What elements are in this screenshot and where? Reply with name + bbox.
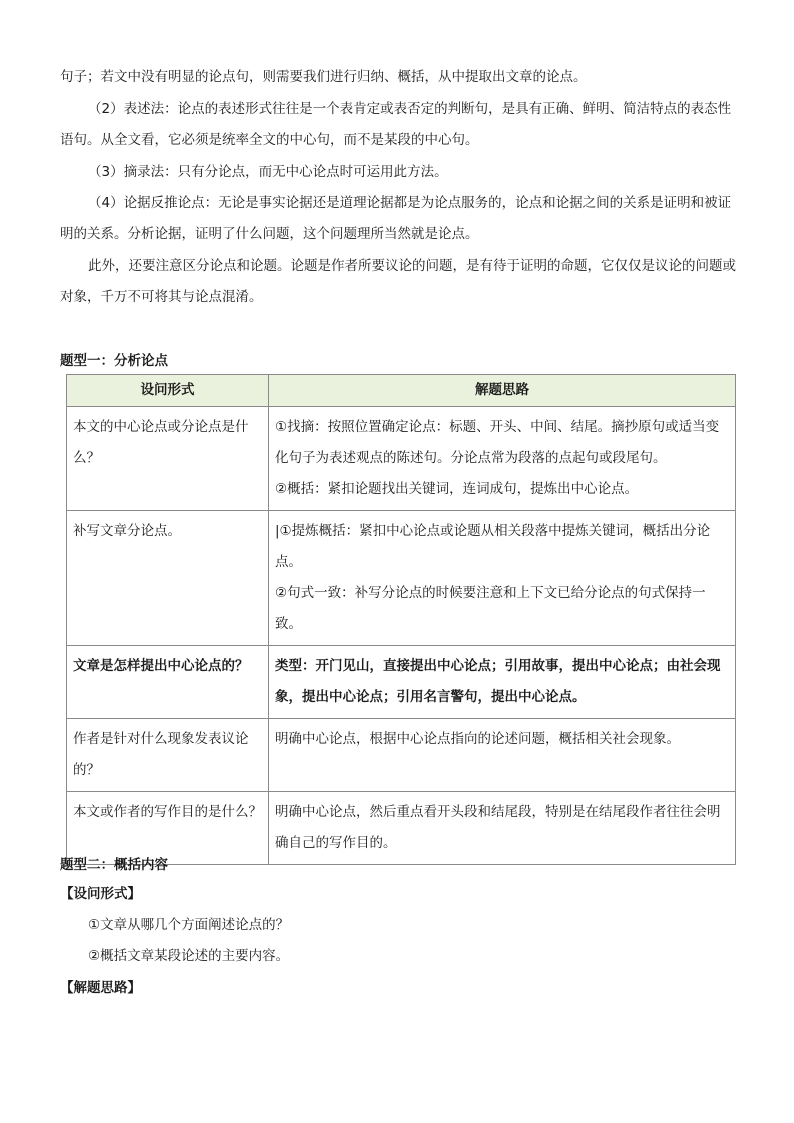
section-title-1: 题型一：分析论点 (60, 353, 168, 369)
list-item: ②概括文章某段论述的主要内容。 (88, 948, 290, 964)
table-cell-approach (269, 511, 736, 646)
table-cell-question: 补写文章分论点。 (67, 511, 269, 646)
approach-line: ①找摘：按照位置确定论点：标题、开头、中间、结尾。摘抄原句或适当变化句子为表述观点的陈述句。分论点常为段落的点起句或段尾句。 (275, 419, 720, 466)
table-row (67, 719, 736, 792)
table-cell-approach (269, 646, 736, 719)
approach-line: 明确中心论点，根据中心论点指向的论述问题，概括相关社会现象。 (275, 731, 680, 747)
table-cell-question: 本文的中心论点或分论点是什么？ (67, 407, 269, 511)
list-item: ①文章从哪几个方面阐述论点的？ (88, 917, 290, 933)
approach-line: ②句式一致：补写分论点的时候要注意和上下文已给分论点的句式保持一致。 (275, 585, 706, 632)
section-title-2: 题型二：概括内容 (60, 857, 168, 873)
paragraph-method-2: （2）表述法：论点的表述形式往往是一个表肯定或表否定的判断句，是具有正确、鲜明、简洁特点的表态性语句。从全文看，它必须是统率全文的中心句，而不是某段的中心句。 (60, 101, 732, 148)
approach-line: |①提炼概括：紧扣中心论点或论题从相关段落中提炼关键词，概括出分论点。 (275, 523, 711, 570)
question-type-table (66, 374, 736, 865)
approach-label: 【解题思路】 (60, 980, 141, 996)
table-row (67, 407, 736, 511)
paragraph-note: 此外，还要注意区分论点和论题。论题是作者所要议论的问题，是有待于证明的命题，它仅仅是议论的问题或对象，千万不可将其与论点混淆。 (60, 258, 736, 305)
approach-line: 类型：开门见山，直接提出中心论点；引用故事，提出中心论点；由社会现象，提出中心论点；引用名言警句，提出中心论点。 (275, 658, 721, 705)
table-row (67, 511, 736, 646)
table-cell-question: 作者是针对什么现象发表议论的？ (67, 719, 269, 792)
paragraph-method-intro-end: 句子；若文中没有明显的论点句，则需要我们进行归纳、概括，从中提取出文章的论点。 (60, 69, 587, 85)
question-form-label: 【设问形式】 (60, 886, 141, 902)
table-cell-approach (269, 719, 736, 792)
table-header-row (67, 375, 736, 407)
table-cell-approach (269, 407, 736, 511)
paragraph-method-3: （3）摘录法：只有分论点，而无中心论点时可运用此方法。 (88, 164, 448, 180)
paragraph-method-4: （4）论据反推论点：无论是事实论据还是道理论据都是为论点服务的，论点和论据之间的关系是证明和被证明的关系。分析论据，证明了什么问题，这个问题理所当然就是论点。 (60, 195, 732, 242)
table-cell-question: 文章是怎样提出中心论点的？ (67, 646, 269, 719)
table-header-approach: 解题思路 (269, 375, 736, 407)
table-cell-question: 本文或作者的写作目的是什么？ (67, 792, 269, 865)
table-header-question: 设问形式 (67, 375, 269, 407)
approach-line: ②概括：紧扣论题找出关键词，连词成句，提炼出中心论点。 (275, 481, 639, 497)
table-cell-approach (269, 792, 736, 865)
table-row (67, 646, 736, 719)
approach-line: 明确中心论点，然后重点看开头段和结尾段，特别是在结尾段作者往往会明确自己的写作目的。 (275, 804, 721, 851)
